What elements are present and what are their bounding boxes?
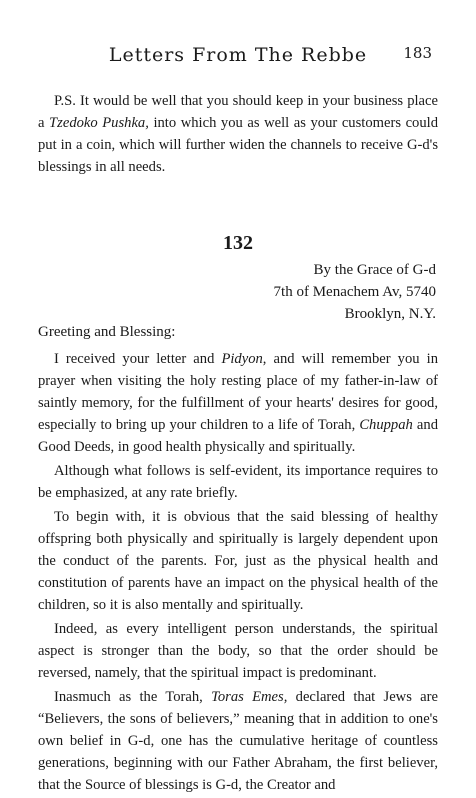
body-paragraph [38,686,438,796]
page-number: 183 [403,44,432,62]
text-run: Inasmuch as the Torah, [54,689,212,705]
page-header [0,44,476,68]
italic-term: Toras Emes, [211,689,288,705]
dateline-line: By the Grace of G-d [313,262,436,278]
postscript-paragraph [38,90,438,178]
postscript [38,90,438,178]
body-paragraph [38,348,438,458]
body-paragraph: To begin with, it is obvious that the said blessing of healthy offspring both physically and spiritually is largely dependent upon the conduct of the parents. For, just as the physical health and constitution of parents have an impact on the physical health of the children, so it is also mentally and spiritually. [38,509,438,613]
letter-body [38,348,438,798]
running-title: Letters From The Rebbe [108,44,368,66]
letter-number: 132 [223,232,253,254]
text-run: declared that Jews are “Believers, the sons of believers,” meaning that in addition to one's own belief in G-d, one has the cumulative heritage of countless generations, beginning with our Father Abraham, the first believer, that the Source of blessings is G-d, the Creator and [38,689,438,793]
italic-term: Chuppah [359,417,413,433]
greeting: Greeting and Blessing: [38,324,176,340]
body-paragraph: Although what follows is self-evident, its importance requires to be emphasized, at any rate briefly. [38,463,438,501]
text-run: and Good Deeds, in good health physically and spiritually. [38,417,438,455]
body-paragraph: Indeed, as every intelligent person understands, the spiritual aspect is stronger than the body, so that the order should be reversed, namely, that the spiritual impact is predominant. [38,621,438,681]
dateline [274,259,436,325]
postscript-text-1: P.S. It would be well that you should keep in your business place a [38,93,438,131]
dateline-line: Brooklyn, N.Y. [344,306,436,322]
italic-term: Pidyon [221,351,263,367]
dateline-line: 7th of Menachem Av, 5740 [273,284,436,300]
text-run: I received your letter and [54,351,222,367]
postscript-italic-term: Tzedoko Pushka, [49,115,149,131]
text-run: , and will remember you in prayer when visiting the holy resting place of my father-in-law of saintly memory, for the fulfillment of your hearts' desires for good, especially to bring up your children to a life of Torah, [38,351,438,433]
postscript-text-2: into which you as well as your customers could put in a coin, which will further widen the channels to receive G-d's blessings in all needs. [38,115,438,175]
